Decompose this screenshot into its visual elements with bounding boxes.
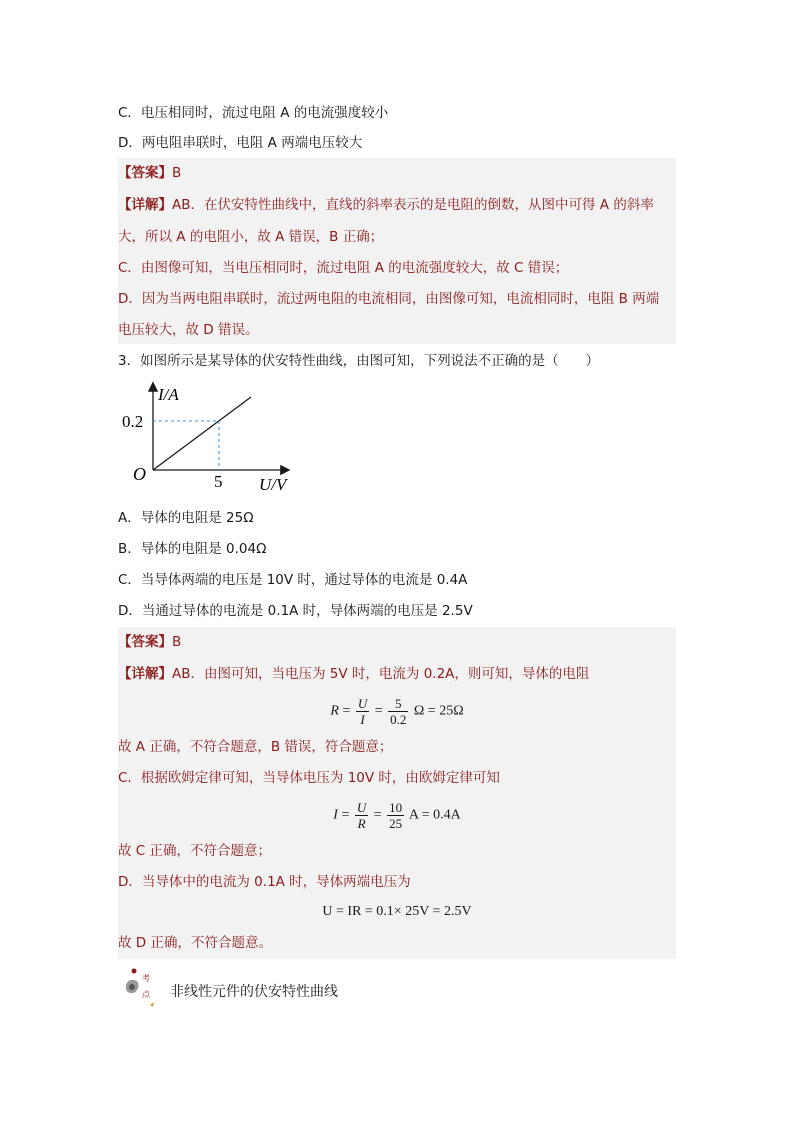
numerator: 5 [388, 696, 408, 712]
q3-detail-line5: D．当导体中的电流为 0.1A 时，导体两端电压为 [118, 874, 411, 890]
q2-detail-line2: 大，所以 A 的电阻小，故 A 错误，B 正确； [118, 229, 384, 245]
formula-resistance [118, 696, 676, 727]
formula-fraction [355, 800, 368, 831]
topic-badge [120, 965, 160, 1013]
detail-text: AB．由图可知，当电压为 5V 时，电流为 0.2A，则可知，导体的电阻 [172, 666, 590, 682]
formula-symbol: R [330, 703, 339, 719]
q2-answer-block [118, 158, 676, 344]
q2-detail-line5: 电压较大，故 D 错误。 [118, 322, 259, 338]
answer-label: 【答案】 [118, 165, 172, 181]
q3-detail-line1 [118, 664, 589, 684]
q3-iv-graph [118, 380, 308, 495]
q3-detail-line4: 故 C 正确，不符合题意； [118, 843, 272, 859]
q3-option-c: C．当导体两端的电压是 10V 时，通过导体的电流是 0.4A [118, 572, 468, 588]
q3-option-d: D．当通过导体的电流是 0.1A 时，导体两端的电压是 2.5V [118, 603, 473, 619]
detail-text: AB．在伏安特性曲线中，直线的斜率表示的是电阻的倒数，从图中可得 A 的斜率 [172, 197, 654, 213]
denominator: 0.2 [390, 712, 407, 727]
q2-detail-line1 [118, 195, 654, 215]
x-axis-label: U/V [259, 475, 287, 494]
x-tick-label: 5 [214, 472, 223, 491]
formula-equals: = [341, 807, 350, 823]
q3-detail-line2: 故 A 正确，不符合题意，B 错误，符合题意； [118, 739, 393, 755]
numerator: U [357, 696, 368, 711]
topic-title: 非线性元件的伏安特性曲线 [170, 984, 338, 1000]
q2-detail-line3: C．由图像可知，当电压相同时，流过电阻 A 的电流强度较大，故 C 错误； [118, 260, 569, 276]
formula-tail: A = 0.4A [408, 807, 461, 823]
y-axis-label: I/A [158, 385, 179, 404]
q2-answer [118, 163, 181, 183]
q3-detail-line6: 故 D 正确，不符合题意。 [118, 935, 272, 951]
formula-voltage: U = IR = 0.1× 25V = 2.5V [322, 904, 472, 919]
formula-symbol: I [333, 807, 338, 823]
y-tick-label: 0.2 [122, 412, 144, 431]
q3-answer [118, 632, 181, 652]
topic-badge-bottom: 点 [142, 990, 150, 999]
topic-badge-top: 考 [142, 974, 150, 983]
answer-value: B [172, 165, 182, 181]
origin-label: O [133, 464, 146, 484]
detail-label: 【详解】 [118, 666, 172, 682]
q2-option-d: D．两电阻串联时，电阻 A 两端电压较大 [118, 135, 363, 151]
denominator: 25 [389, 816, 403, 831]
denominator: R [357, 816, 366, 831]
answer-value: B [172, 634, 182, 650]
q2-option-c: C．电压相同时，流过电阻 A 的电流强度较小 [118, 105, 389, 121]
q3-stem: 3．如图所示是某导体的伏安特性曲线，由图可知，下列说法不正确的是（ ） [118, 353, 600, 369]
q3-detail-line3: C．根据欧姆定律可知，当导体电压为 10V 时，由欧姆定律可知 [118, 770, 500, 786]
formula-tail: Ω = 25Ω [413, 703, 464, 719]
formula-equals: = [374, 703, 383, 719]
formula-fraction [388, 696, 408, 727]
iv-line [153, 397, 251, 470]
formula-fraction [356, 696, 369, 727]
denominator: I [360, 712, 365, 727]
formula-fraction [387, 800, 404, 831]
answer-label: 【答案】 [118, 634, 172, 650]
formula-equals: = [373, 807, 382, 823]
formula-equals: = [342, 703, 351, 719]
topic-badge-icon [120, 965, 160, 1013]
q3-option-a: A．导体的电阻是 25Ω [118, 510, 254, 526]
numerator: U [356, 800, 367, 815]
q3-option-b: B．导体的电阻是 0.04Ω [118, 541, 267, 557]
detail-label: 【详解】 [118, 197, 172, 213]
q2-detail-line4: D．因为当两电阻串联时，流过两电阻的电流相同，由图像可知，电流相同时，电阻 B 两端 [118, 291, 660, 307]
formula-current [118, 800, 676, 831]
numerator: 10 [389, 800, 403, 815]
